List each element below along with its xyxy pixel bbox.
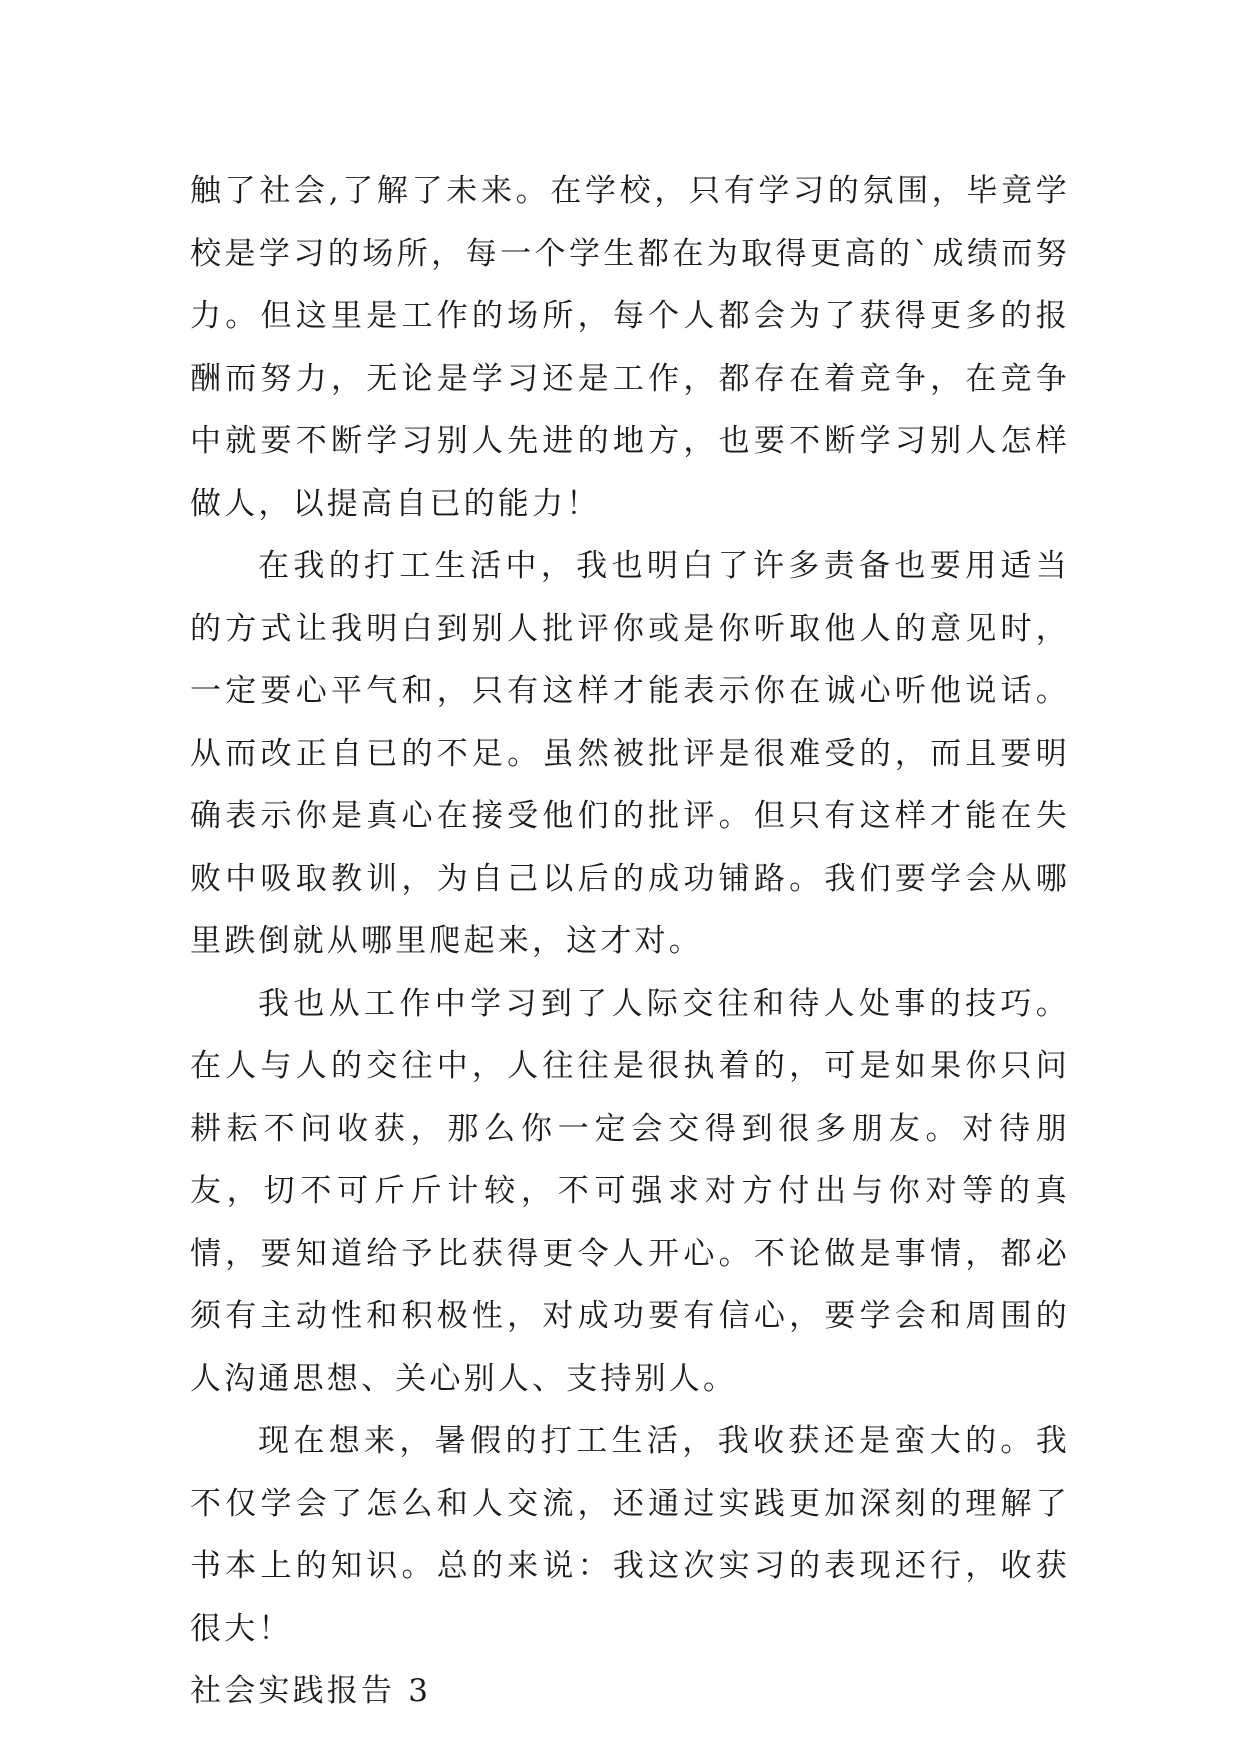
- document-body: [190, 160, 1070, 1723]
- paragraph-3: 我也从工作中学习到了人际交往和待人处事的技巧。在人与人的交往中，人往往是很执着的，可是如果你只问耕耘不问收获，那么你一定会交得到很多朋友。对待朋友，切不可斤斤计较，不可强求对方付出与你对等的真情，要知道给予比获得更令人开心。不论做是事情，都必须有主动性和积极性，对成功要有信心，要学会和周围的人沟通思想、关心别人、支持别人。: [190, 985, 1070, 1397]
- paragraph-1: 触了社会,了解了未来。在学校，只有学习的氛围，毕竟学校是学习的场所，每一个学生都在为取得更高的`成绩而努力。但这里是工作的场所，每个人都会为了获得更多的报酬而努力，无论是学习还是工作，都存在着竞争，在竞争中就要不断学习别人先进的地方，也要不断学习别人怎样做人，以提高自已的能力！: [190, 173, 1070, 522]
- paragraph-4: 现在想来，暑假的打工生活，我收获还是蛮大的。我不仅学会了怎么和人交流，还通过实践更加深刻的理解了书本上的知识。总的来说：我这次实习的表现还行，收获很大！: [190, 1423, 1070, 1647]
- paragraph-2: 在我的打工生活中，我也明白了许多责备也要用适当的方式让我明白到别人批评你或是你听取他人的意见时，一定要心平气和，只有这样才能表示你在诚心听他说话。从而改正自已的不足。虽然被批评是很难受的，而且要明确表示你是真心在接受他们的批评。但只有这样才能在失败中吸取教训，为自己以后的成功铺路。我们要学会从哪里跌倒就从哪里爬起来，这才对。: [190, 548, 1070, 959]
- section-heading: 社会实践报告 3: [190, 1673, 432, 1709]
